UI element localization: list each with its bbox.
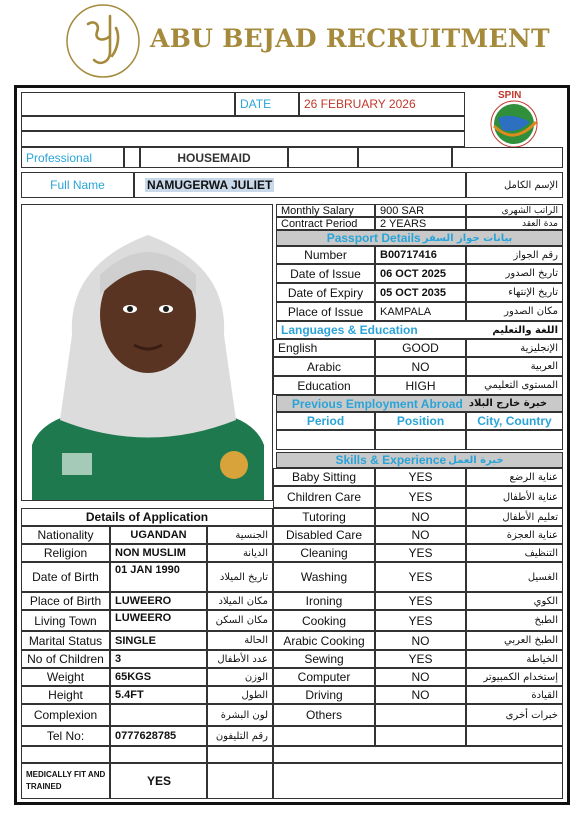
professional-value: HOUSEMAID [140, 147, 288, 168]
period-label: Contract Period [276, 217, 375, 230]
passport-row-label: Number [276, 246, 375, 264]
language-row-label: Arabic [273, 357, 375, 376]
period-ar: مدة العقد [466, 217, 563, 230]
skills-title: Skills & Experience [335, 453, 447, 467]
skill-row-value: NO [375, 631, 466, 650]
application-row-label: Living Town [21, 610, 110, 631]
language-row-label: Education [273, 376, 375, 395]
passport-row-value: KAMPALA [375, 302, 466, 321]
skill-row-ar: الغسيل [466, 562, 563, 592]
skill-row-ar: التنظيف [466, 544, 563, 562]
employment-blank [276, 430, 375, 450]
skill-row-ar: الطبخ العربي [466, 631, 563, 650]
passport-row-ar: تاريخ الصدور [466, 264, 563, 283]
employment-title-ar: خبرة خارج البلاد [468, 398, 548, 409]
brand-title: ABU BEJAD RECRUITMENT [150, 24, 550, 53]
skill-row-label: Computer [273, 668, 375, 686]
application-row-label: Tel No: [21, 726, 110, 746]
application-row-ar: لون البشرة [207, 704, 273, 726]
passport-row-label: Date of Expiry [276, 283, 375, 302]
skill-row-value: YES [375, 610, 466, 631]
application-row-value: LUWEERO [110, 592, 207, 610]
abu-bejad-logo-icon [64, 2, 142, 80]
skill-row-label: Cooking [273, 610, 375, 631]
application-row-label: Religion [21, 544, 110, 562]
application-row-ar: رقم التليفون [207, 726, 273, 746]
skill-row-value: YES [375, 468, 466, 486]
passport-row-label: Date of Issue [276, 264, 375, 283]
application-row-value: LUWEERO [110, 610, 207, 631]
skill-row-ar: الطبخ [466, 610, 563, 631]
passport-row-ar: تاريخ الإنتهاء [466, 283, 563, 302]
application-row-label: Place of Birth [21, 592, 110, 610]
full-name-label: Full Name [21, 172, 134, 198]
blank-cell [358, 147, 452, 168]
skill-row-value: YES [375, 486, 466, 508]
passport-row-ar: رقم الجواز [466, 246, 563, 264]
application-row-ar: الحالة [207, 631, 273, 650]
full-name-value: NAMUGERWA JULIET [147, 178, 273, 192]
application-row-label: Height [21, 686, 110, 704]
languages-section-header [276, 321, 563, 339]
skill-row-label: Washing [273, 562, 375, 592]
col-position: Position [375, 412, 466, 430]
application-row-value: 5.4FT [110, 686, 207, 704]
skill-row-label: Children Care [273, 486, 375, 508]
page-header [0, 0, 584, 82]
languages-title: Languages & Education [281, 323, 418, 337]
employment-blank [466, 430, 563, 450]
blank-cell [110, 746, 207, 763]
language-row-value: NO [375, 357, 466, 376]
skill-row-value: NO [375, 508, 466, 526]
blank-row [21, 116, 465, 131]
application-row-label: Nationality [21, 526, 110, 544]
skill-row-value: YES [375, 562, 466, 592]
employment-title: Previous Employment Abroad [291, 396, 463, 411]
skill-row-value: NO [375, 668, 466, 686]
col-period: Period [276, 412, 375, 430]
medical-value: YES [110, 763, 207, 799]
languages-title-ar: اللغة والتعليم [492, 324, 558, 336]
skill-row-label: Sewing [273, 650, 375, 668]
skill-row-value: NO [375, 526, 466, 544]
language-row-value: HIGH [375, 376, 466, 395]
skill-row-ar: الكوي [466, 592, 563, 610]
application-row-ar: عدد الأطفال [207, 650, 273, 668]
spin-agency-logo [468, 92, 560, 148]
application-row-value: 3 [110, 650, 207, 668]
blank-cell [288, 147, 358, 168]
blank-cell [207, 746, 273, 763]
application-row-value [110, 704, 207, 726]
application-row-value: 0777628785 [110, 726, 207, 746]
skill-row-label: Driving [273, 686, 375, 704]
salary-value: 900 SAR [375, 204, 466, 217]
application-row-label: Complexion [21, 704, 110, 726]
skill-row-label: Baby Sitting [273, 468, 375, 486]
skill-row-label: Arabic Cooking [273, 631, 375, 650]
applicant-photo [21, 204, 273, 501]
application-section-header: Details of Application [21, 508, 273, 526]
application-row-ar: الوزن [207, 668, 273, 686]
col-city-country: City, Country [466, 412, 563, 430]
passport-title: Passport Details [326, 231, 421, 245]
skill-row-ar: القيادة [466, 686, 563, 704]
person-photo-icon [22, 205, 273, 501]
skill-row-label: Cleaning [273, 544, 375, 562]
language-row-ar: الإنجليزية [466, 339, 563, 357]
agency-logo-text: SPIN [498, 90, 522, 101]
application-row-value: UGANDAN [110, 526, 207, 544]
application-row-label: No of Children [21, 650, 110, 668]
application-row-value: NON MUSLIM [110, 544, 207, 562]
employment-section-header [276, 395, 563, 412]
application-row-value: 65KGS [110, 668, 207, 686]
blank-cell [452, 147, 563, 168]
professional-label: Professional [21, 147, 124, 168]
medical-label: MEDICALLY FIT AND TRAINED [21, 763, 110, 799]
application-row-ar: الجنسية [207, 526, 273, 544]
skill-row-label: Others [273, 704, 375, 726]
full-name-ar: الإسم الكامل [466, 172, 563, 198]
blank-cell [207, 763, 273, 799]
blank-cell [375, 726, 466, 746]
passport-row-value: B00717416 [375, 246, 466, 264]
skill-row-ar: عناية الرضع [466, 468, 563, 486]
skills-section-header [276, 452, 563, 468]
passport-row-ar: مكان الصدور [466, 302, 563, 321]
blank-cell [273, 746, 563, 763]
application-row-ar: الديانة [207, 544, 273, 562]
passport-title-ar: بيانات جواز السفر [422, 232, 513, 244]
skill-row-value: YES [375, 592, 466, 610]
skills-title-ar: خبرة العمل [448, 454, 504, 466]
passport-row-value: 05 OCT 2035 [375, 283, 466, 302]
skill-row-ar: عناية الأطفال [466, 486, 563, 508]
period-value: 2 YEARS [375, 217, 466, 230]
application-row-label: Weight [21, 668, 110, 686]
blank-cell [273, 763, 563, 799]
skill-row-ar: خبرات أخرى [466, 704, 563, 726]
skill-row-ar: الخياطة [466, 650, 563, 668]
language-row-ar: المستوى التعليمي [466, 376, 563, 395]
passport-section-header [276, 230, 563, 246]
skill-row-value: YES [375, 544, 466, 562]
employment-blank [375, 430, 466, 450]
application-row-ar: مكان الميلاد [207, 592, 273, 610]
language-row-label: English [273, 339, 375, 357]
skill-row-value [375, 704, 466, 726]
skill-row-value: NO [375, 686, 466, 704]
application-row-value: SINGLE [110, 631, 207, 650]
skill-row-ar: عناية العجزة [466, 526, 563, 544]
skill-row-label: Disabled Care [273, 526, 375, 544]
language-row-ar: العربية [466, 357, 563, 376]
full-name-cell [134, 172, 466, 198]
application-row-ar: تاريخ الميلاد [207, 562, 273, 592]
blank-cell [21, 746, 110, 763]
skill-row-label: Ironing [273, 592, 375, 610]
application-row-ar: الطول [207, 686, 273, 704]
skill-row-ar: تعليم الأطفال [466, 508, 563, 526]
skill-row-value: YES [375, 650, 466, 668]
blank-cell [466, 726, 563, 746]
application-row-ar: مكان السكن [207, 610, 273, 631]
blank-row [21, 131, 465, 147]
date-value: 26 FEBRUARY 2026 [299, 92, 465, 116]
language-row-value: GOOD [375, 339, 466, 357]
skill-row-ar: إستخدام الكمبيوتر [466, 668, 563, 686]
salary-ar: الراتب الشهرى [466, 204, 563, 217]
blank-cell [273, 726, 375, 746]
salary-label: Monthly Salary [276, 204, 375, 217]
passport-row-value: 06 OCT 2025 [375, 264, 466, 283]
blank-cell [21, 92, 235, 116]
skill-row-label: Tutoring [273, 508, 375, 526]
application-row-label: Date of Birth [21, 562, 110, 592]
application-row-value: 01 JAN 1990 [110, 562, 207, 592]
date-label: DATE [235, 92, 299, 116]
passport-row-label: Place of Issue [276, 302, 375, 321]
blank-cell [124, 147, 140, 168]
application-row-label: Marital Status [21, 631, 110, 650]
